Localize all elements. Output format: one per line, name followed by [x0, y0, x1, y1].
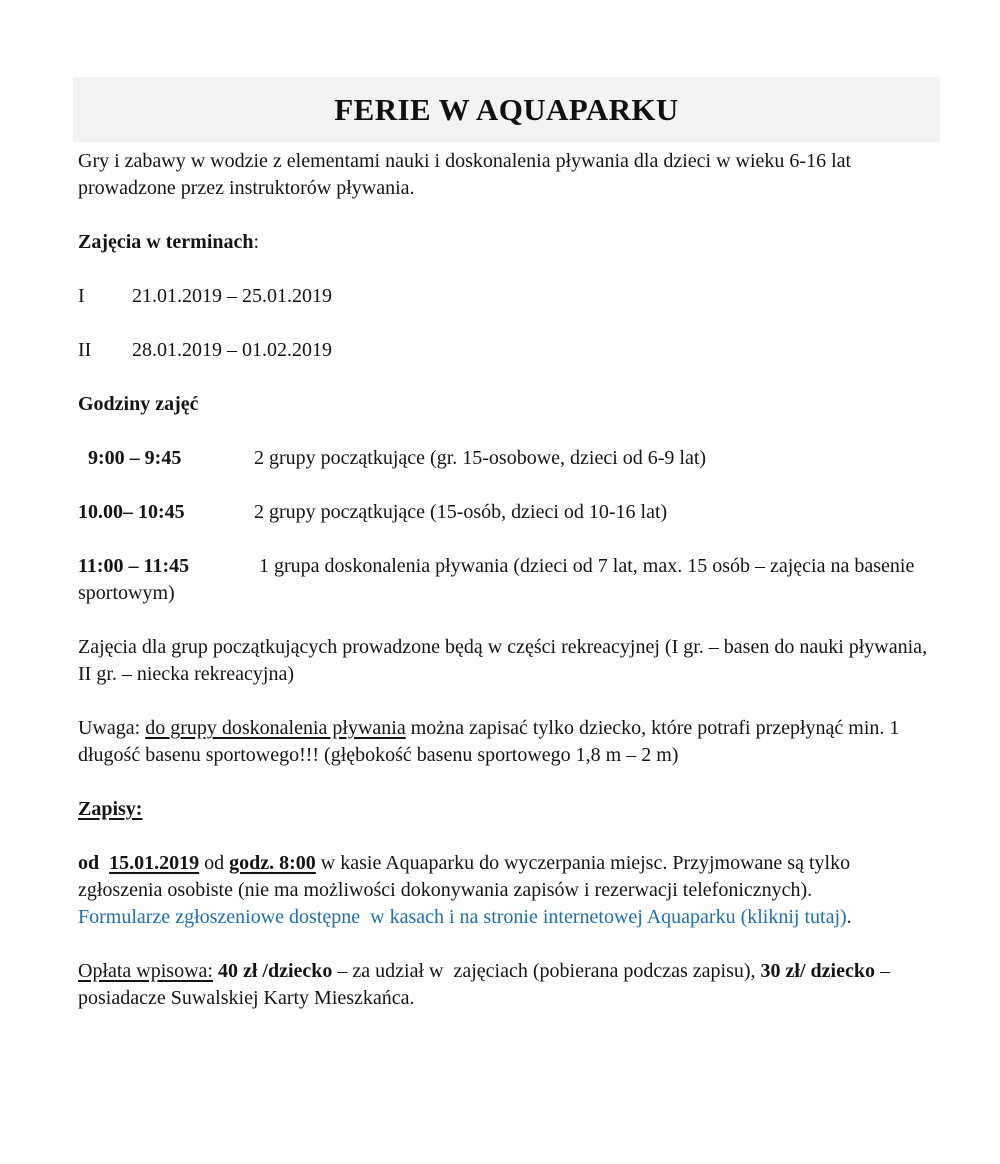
uwaga-underlined: do grupy doskonalenia pływania: [145, 717, 406, 739]
schedule-row-2: [78, 499, 934, 526]
zapisy-heading-text: Zapisy:: [78, 798, 143, 820]
fee-rest: – posiadacze Suwalskiej Karty Mieszkańca.: [78, 960, 895, 1009]
page-title: FERIE W AQUAPARKU: [334, 91, 679, 127]
term-row-2: [78, 337, 934, 364]
term-dates: 21.01.2019 – 25.01.2019: [132, 285, 332, 307]
schedule-row-1: [78, 445, 934, 472]
fee-label: Opłata wpisowa:: [78, 960, 213, 982]
document-body: [78, 148, 934, 1012]
term-dates: 28.01.2019 – 01.02.2019: [132, 339, 332, 361]
terms-heading-text: Zajęcia w terminach: [78, 231, 254, 253]
schedule-time: 9:00 – 9:45: [88, 447, 182, 469]
registration-date: 15.01.2019: [109, 852, 200, 874]
registration-paragraph: [78, 850, 934, 904]
hours-heading: [78, 391, 934, 418]
terms-heading-colon: :: [253, 231, 260, 253]
groups-note-text: Zajęcia dla grup początkujących prowadzone będą w części rekreacyjnej (I gr. – basen do nauki pływania, II gr. – niecka rekreacyjna): [78, 636, 933, 685]
uwaga-note: [78, 715, 934, 769]
signup-forms-link[interactable]: [78, 904, 934, 931]
fee-price-2: 30 zł/ dziecko: [760, 960, 875, 982]
schedule-desc: 1 grupa doskonalenia pływania (dzieci od 7 lat, max. 15 osób – zajęcia na basenie sportowym): [78, 555, 920, 604]
term-row-1: [78, 283, 934, 310]
zapisy-heading: [78, 796, 934, 823]
schedule-time: 11:00 – 11:45: [78, 555, 190, 577]
schedule-desc: 2 grupy początkujące (gr. 15-osobowe, dzieci od 6-9 lat): [254, 447, 707, 469]
registration-rest: w kasie Aquaparku do wyczerpania miejsc. Przyjmowane są tylko zgłoszenia osobiste (nie ma możliwości dokonywania zapisów i rezerwacji telefonicznych).: [78, 852, 856, 901]
registration-time: godz. 8:00: [229, 852, 316, 874]
term-numeral: II: [78, 339, 92, 361]
signup-forms-link-text[interactable]: Formularze zgłoszeniowe dostępne w kasach i na stronie internetowej Aquaparku (kliknij tutaj): [78, 906, 847, 928]
terms-heading: [78, 229, 934, 256]
intro-paragraph: [78, 148, 934, 202]
intro-text: Gry i zabawy w wodzie z elementami nauki i doskonalenia pływania dla dzieci w wieku 6-16 lat prowadzone przez instruktorów pływania.: [78, 150, 857, 199]
registration-od2: od: [199, 852, 230, 874]
signup-forms-link-period: .: [846, 906, 852, 928]
fee-price-1: 40 zł /dziecko: [217, 960, 333, 982]
fee-mid: – za udział w zajęciach (pobierana podczas zapisu),: [332, 960, 761, 982]
schedule-time: 10.00– 10:45: [78, 501, 185, 523]
groups-note: [78, 634, 934, 688]
fee-paragraph: [78, 958, 934, 1012]
hours-heading-text: Godziny zajęć: [78, 393, 199, 415]
term-numeral: I: [78, 285, 85, 307]
document-title-banner: [73, 77, 940, 142]
schedule-desc: 2 grupy początkujące (15-osób, dzieci od 10-16 lat): [254, 501, 668, 523]
schedule-row-3: [78, 553, 934, 607]
uwaga-prefix: Uwaga:: [78, 717, 146, 739]
uwaga-rest: można zapisać tylko dziecko, które potrafi przepłynąć min. 1 długość basenu sportowego!!! (głębokość basenu sportowego 1,8 m – 2 m): [78, 717, 905, 766]
registration-od: od: [78, 852, 110, 874]
